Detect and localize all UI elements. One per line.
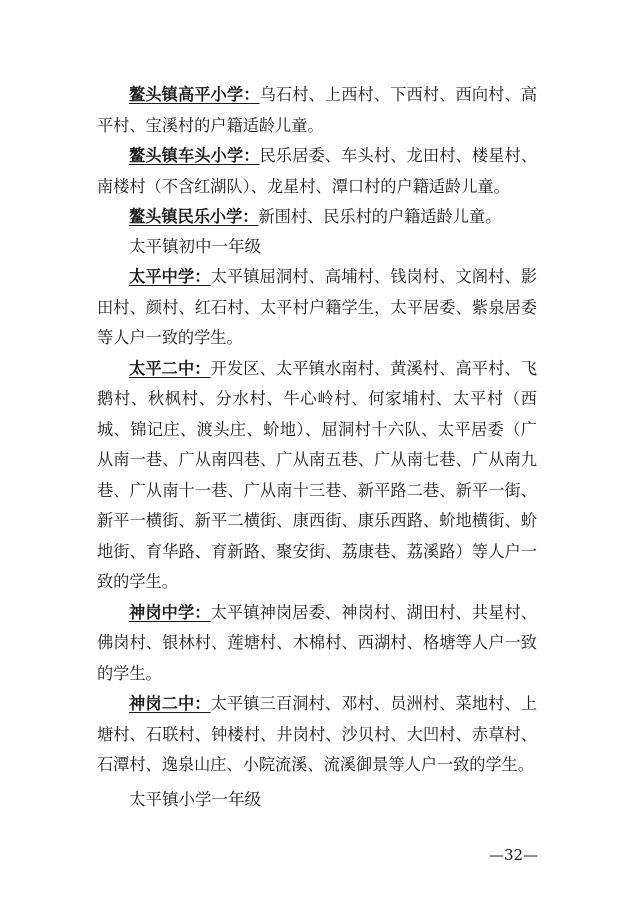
school-label: 太平二中： <box>129 358 211 378</box>
school-entry-minle <box>97 202 537 233</box>
school-scope: 太平镇神岗居委、神岗村、湖田村、共星村、佛岗村、银林村、莲塘村、木棉村、西湖村、格塘等人户一致的学生。 <box>97 602 538 683</box>
school-label: 神岗中学： <box>129 602 211 622</box>
school-label: 太平中学： <box>129 267 211 286</box>
school-entry-shengang-zhongxue <box>97 598 537 690</box>
top-schools-block <box>97 80 537 233</box>
school-scope: 民乐居委、车头村、龙田村、楼星村、南楼村（不含红湖队）、龙星村、潭口村的户籍适龄儿童。 <box>97 146 538 196</box>
school-label: 鳌头镇高平小学： <box>129 85 260 104</box>
school-scope: 太平镇屈洞村、高埔村、钱岗村、文阁村、影田村、颜村、红石村、太平村户籍学生，太平居委、紫泉居委等人户一致的学生。 <box>97 267 538 347</box>
school-scope: 乌石村、上西村、下西村、西向村、高平村、宝溪村的户籍适龄儿童。 <box>97 85 538 135</box>
school-entry-shengang-erzhong <box>97 689 537 781</box>
school-entry-gaoping <box>97 80 537 141</box>
section-heading-taiping-middle: 太平镇初中一年级 <box>129 237 261 256</box>
school-label: 鳌头镇车头小学： <box>129 146 260 165</box>
school-scope: 开发区、太平镇水南村、黄溪村、高平村、飞鹅村、秋枫村、分水村、牛心岭村、何家埔村、太平村（西城、锦记庄、渡头庄、蚧地）、屈洞村十六队、太平居委（广从南一巷、广从南四巷、广从南五巷、广从南七巷、广从南九巷、广从南十一巷、广从南十三巷、新平路二巷、新平一街、新平一横街、新平二横街、康西街、康乐西路、蚧地横街、蚧地街、育华路、育新路、聚安街、荔康巷、荔溪路）等人户一致的学生。 <box>97 358 538 591</box>
school-entry-taiping-zhongxue <box>97 262 537 354</box>
school-label: 神岗二中： <box>129 694 211 713</box>
school-label: 鳌头镇民乐小学： <box>129 207 259 226</box>
section-heading-taiping-primary: 太平镇小学一年级 <box>129 790 261 809</box>
taiping-middle-block <box>97 262 537 781</box>
school-entry-chetou <box>97 141 537 202</box>
school-entry-taiping-erzhong <box>97 354 537 598</box>
school-scope: 新围村、民乐村的户籍适龄儿童。 <box>258 207 502 226</box>
school-scope: 太平镇三百洞村、邓村、员洲村、菜地村、上塘村、石联村、钟楼村、井岗村、沙贝村、大凹村、赤草村、石潭村、逸泉山庄、小院流溪、流溪御景等人户一致的学生。 <box>97 694 538 774</box>
page-number: —32— <box>489 846 539 864</box>
